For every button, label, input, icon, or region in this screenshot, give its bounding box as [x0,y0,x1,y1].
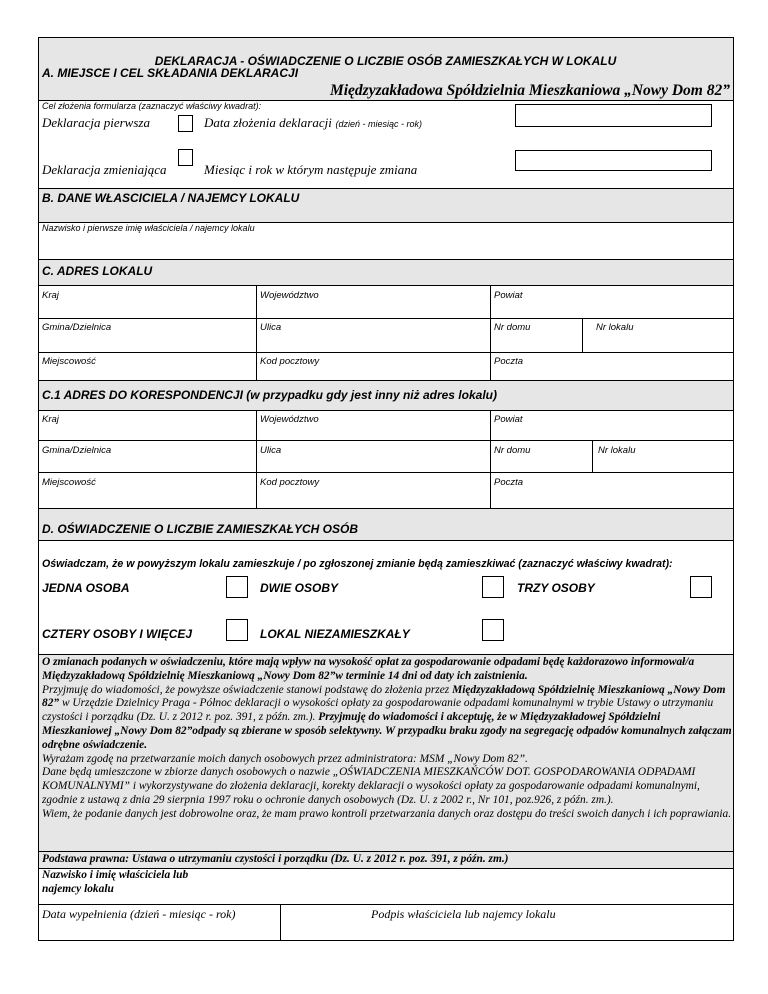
footer-name-label-2: najemcy lokalu [42,883,114,895]
section-c1-col3 [592,440,593,472]
c1-county-label: Powiat [494,414,523,425]
purpose-label: Cel złożenia formularza (zaznaczyć właściwy kwadrat): [42,101,262,111]
submission-date-field[interactable] [515,104,712,127]
section-c-col3 [582,318,583,352]
c-country-label: Kraj [42,290,59,301]
notice-p4: Dane będą umieszczone w zbiorze danych osobowych o nazwie „OŚWIADCZENIA MIESZKAŃCÓW DOT. GOSPODAROWANIA ODPADAMI KOMUNALNYMI” i wykorzystywane do złożenia deklaracji, korekty deklaracji o wysokości opłaty za gospodarowanie odpadami komunalnymi, zgodnie z ustawą z dnia 29 sierpnia 1997 roku o ochronie danych osobowych (Dz. U. z 2002 r., Nr 101, poz.926, z późn. zm.). [42,766,700,806]
frame-left [38,37,39,941]
section-c-top [38,259,733,260]
section-c1-top [38,380,733,381]
one-person-label: JEDNA OSOBA [42,581,130,595]
legal-basis-top [38,851,733,852]
notice-p2-c: w Urzędzie Dzielnicy Praga - Północ deklaracji o wysokości opłaty za gospodarowanie odpadami komunalnymi w trybie Ustawy o utrzymaniu czystości i porządku (Dz. U. z 2012 r. poz. 391, z późn. zm.). [42,697,714,724]
section-c1-row2 [38,440,733,441]
cooperative-name: Międzyzakładowa Spółdzielnia Mieszkaniowa „Nowy Dom 82” [329,82,730,99]
submission-date-hint: (dzień - miesiąc - rok) [335,119,422,129]
change-declaration-label: Deklaracja zmieniająca [42,162,167,177]
footer-col [280,904,281,940]
section-c-row3 [38,352,733,353]
four-or-more-checkbox[interactable] [226,619,248,641]
notice-p5: Wiem, że podanie danych jest dobrowolne oraz, że mam prawo kontroli przetwarzania danych oraz dostępu do treści swoich danych i ich poprawiania. [42,807,732,820]
c1-house-no-label: Nr domu [494,445,531,456]
notice-p1: O zmianach podanych w oświadczeniu, które mają wpływ na wysokość opłat za gospodarowanie odpadami będę każdorazowo informował/a Międzyzakładową Spółdzielnię Mieszkaniową „Nowy Dom 82”w terminie 14 dni od daty ich zaistnienia. [42,656,695,682]
first-declaration-label: Deklaracja pierwsza [42,115,150,130]
notice-p3: Wyrażam zgodę na przetwarzanie moich danych osobowych przez administratora: MSM „Nowy Dom 82”. [42,752,528,765]
three-persons-checkbox[interactable] [690,576,712,598]
frame-right [733,37,734,941]
change-month-field[interactable] [515,150,712,171]
c-county-label: Powiat [494,290,523,301]
c-house-no-label: Nr domu [494,322,531,333]
c1-post-office-label: Poczta [494,477,524,488]
section-c-divider [38,285,733,286]
notice-p2-a: Przyjmuję do wiadomości, że powyższe oświadczenie stanowi podstawę do złożenia przez [42,683,453,696]
section-c1-title: C.1 ADRES DO KORESPONDENCJI (w przypadku gdy jest inny niż adres lokalu) [42,388,497,402]
c-locality-label: Miejscowość [42,356,96,367]
section-b-top [38,188,733,189]
section-c-col1 [256,285,257,380]
c1-flat-no-label: Nr lokalu [598,445,636,456]
section-d-top [38,508,733,509]
c1-locality-label: Miejscowość [42,477,96,488]
notice-text [42,656,732,822]
section-a-title: A. MIEJSCE I CEL SKŁADANIA DEKLARACJI [42,66,299,80]
fill-date-label: Data wypełnienia (dzień - miesiąc - rok) [42,907,236,921]
frame-top [38,37,733,38]
c1-country-label: Kraj [42,414,59,425]
notice-p2-b: Międzyzakładową Spółdzielnię Mieszkaniową „Nowy Dom 82” [42,683,726,710]
unoccupied-checkbox[interactable] [482,619,504,641]
footer-name-label-1: Nazwisko i imię właściciela lub [42,869,189,881]
notice-p2 [42,684,732,753]
two-persons-label: DWIE OSOBY [260,581,339,595]
c-street-label: Ulica [260,322,282,333]
one-person-checkbox[interactable] [226,576,248,598]
c1-voivodeship-label: Województwo [260,414,319,425]
c1-commune-label: Gmina/Dzielnica [42,445,112,456]
c-voivodeship-label: Województwo [260,290,319,301]
signature-label: Podpis właściciela lub najemcy lokalu [371,907,556,921]
residents-statement: Oświadczam, że w powyższym lokalu zamieszkuje / po zgłoszonej zmianie będą zamieszkiwać (zaznaczyć właściwy kwadrat): [42,558,673,570]
three-persons-label: TRZY OSOBY [517,581,595,595]
section-c-title: C. ADRES LOKALU [42,264,153,278]
c-post-office-label: Poczta [494,356,524,367]
c-commune-label: Gmina/Dzielnica [42,322,112,333]
first-declaration-checkbox[interactable] [178,115,193,132]
section-c1-divider [38,410,733,411]
c-postal-code-label: Kod pocztowy [260,356,320,367]
footer-divider [38,904,733,905]
owner-name-label: Nazwisko i pierwsze imię właściciela / najemcy lokalu [42,223,255,233]
section-d-title: D. OŚWIADCZENIE O LICZBIE ZAMIESZKAŁYCH OSÓB [42,522,359,536]
two-persons-checkbox[interactable] [482,576,504,598]
legal-basis: Podstawa prawna: Ustawa o utrzymaniu czystości i porządku (Dz. U. z 2012 r. poz. 391, z późn. zm.) [42,853,509,865]
notice-p2-d: Przyjmuję do wiadomości i akceptuję, że w Międzyzakładowej Spółdzielni Mieszkaniowej „Nowy Dom 82”odpady są zbierane w sposób selektywny. W przypadku braku zgody na segregację odpadów komunalnych załączam odrębne oświadczenie. [42,711,732,751]
section-b-title: B. DANE WŁASCICIELA / NAJEMCY LOKALU [42,191,300,205]
page-title: DEKLARACJA - OŚWIADCZENIE O LICZBIE OSÓB ZAMIESZKAŁYCH W LOKALU [154,54,617,68]
four-or-more-label: CZTERY OSOBY I WIĘCEJ [42,627,193,641]
change-declaration-checkbox[interactable] [178,149,193,166]
section-d-divider [38,540,733,541]
unoccupied-label: LOKAL NIEZAMIESZKAŁY [260,627,410,641]
section-c1-col1 [256,410,257,508]
c-flat-no-label: Nr lokalu [596,322,634,333]
c1-postal-code-label: Kod pocztowy [260,477,320,488]
section-c1-row3 [38,472,733,473]
section-c-col2 [490,285,491,380]
frame-bottom [38,940,733,941]
section-c1-col2 [490,410,491,508]
section-c-row2 [38,318,733,319]
c1-street-label: Ulica [260,445,282,456]
change-month-label: Miesiąc i rok w którym następuje zmiana [204,162,418,177]
notice-top [38,654,733,655]
submission-date-text: Data złożenia deklaracji [204,115,332,130]
submission-date-label [204,115,422,131]
